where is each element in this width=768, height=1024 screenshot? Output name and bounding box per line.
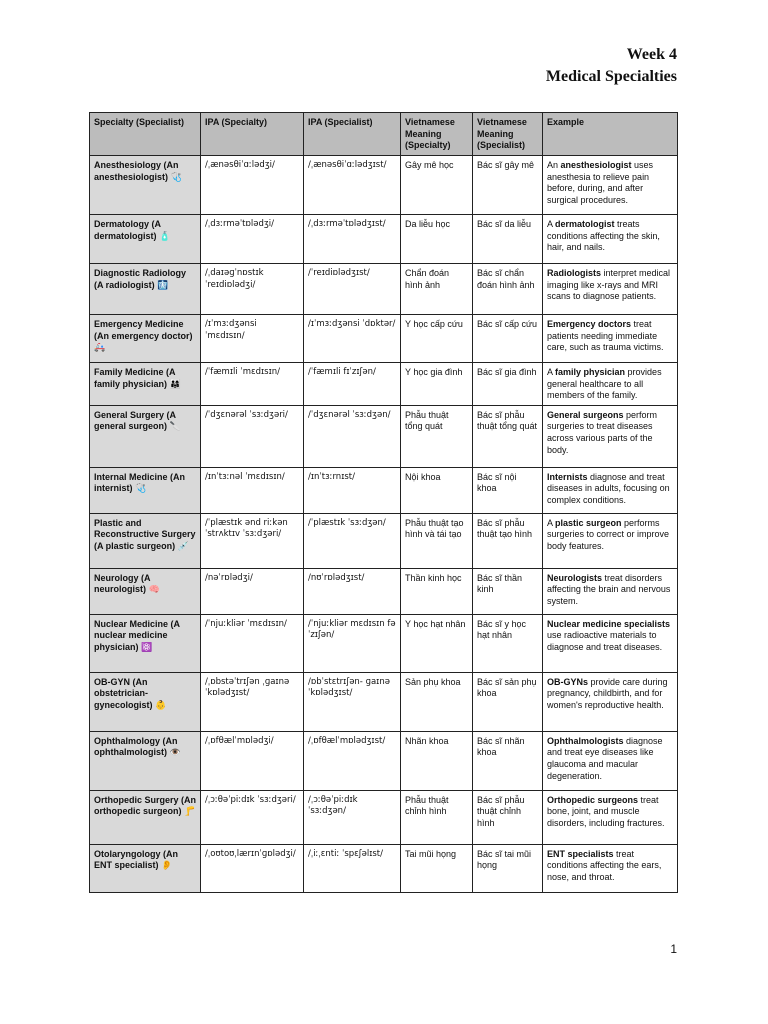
example-cell: [543, 844, 678, 892]
example-highlight: family physician: [555, 367, 626, 377]
example-highlight: Orthopedic surgeons: [547, 794, 639, 805]
ipa-specialist-cell: /ˈfæmɪli fɪˈzɪʃən/: [304, 363, 401, 406]
specialty-cell: [90, 215, 201, 264]
ipa-specialty-cell: /ˌɔːθəˈpiːdɪk ˈsɜːdʒəri/: [201, 790, 304, 844]
table-row: [90, 156, 678, 215]
specialty-name: Ophthalmology (An ophthalmologist): [94, 735, 178, 758]
specialty-emoji-icon: 🩻: [157, 279, 169, 290]
table-row: [90, 731, 678, 790]
ipa-specialist-cell: /ɪnˈtɜːrnɪst/: [304, 467, 401, 513]
example-rest: diagnose and treat eye diseases like glaucoma and macular degeneration.: [547, 735, 663, 781]
table-row: [90, 568, 678, 614]
specialty-emoji-icon: 🧠: [148, 584, 160, 595]
vietnamese-specialty-cell: Chẩn đoán hình ảnh: [401, 264, 473, 315]
example-highlight: anesthesiologist: [560, 160, 632, 170]
specialty-name: Plastic and Reconstructive Surgery (A plastic surgeon): [94, 517, 196, 551]
specialty-emoji-icon: 🩺: [135, 483, 147, 494]
column-header: Example: [543, 113, 678, 156]
ipa-specialty-cell: /ɪnˈtɜːnəl ˈmɛdɪsɪn/: [201, 467, 304, 513]
specialty-emoji-icon: 👨‍👩‍👧: [169, 378, 181, 389]
vietnamese-specialty-cell: Y học gia đình: [401, 363, 473, 406]
example-rest: treat conditions affecting the ears, nose, and throat.: [547, 848, 662, 882]
ipa-specialty-cell: /ˌɒbstəˈtrɪʃən ˌɡaɪnəˈkɒlədʒɪst/: [201, 672, 304, 731]
example-cell: [543, 405, 678, 467]
example-cell: [543, 513, 678, 568]
example-rest: treat patients needing immediate care, such as trauma victims.: [547, 319, 664, 353]
example-prefix: A: [547, 219, 556, 229]
specialty-emoji-icon: 💉: [177, 540, 189, 551]
table-row: [90, 790, 678, 844]
specialty-emoji-icon: 👶: [155, 699, 167, 710]
document-title: Medical Specialties: [545, 68, 677, 85]
ipa-specialist-cell: /ɒbˈstɛtrɪʃən- ɡaɪnəˈkɒlədʒɪst/: [304, 672, 401, 731]
example-cell: [543, 363, 678, 406]
vietnamese-specialist-cell: Bác sĩ da liễu: [473, 215, 543, 264]
week-label: Week 4: [626, 46, 677, 63]
example-highlight: Radiologists: [547, 268, 602, 278]
example-rest: provide care during pregnancy, childbirth, and for women's reproductive health.: [547, 676, 668, 710]
column-header: Vietnamese Meaning (Specialty): [401, 113, 473, 156]
specialties-table: [89, 112, 678, 893]
table-row: [90, 264, 678, 315]
specialty-cell: [90, 315, 201, 363]
vietnamese-specialist-cell: Bác sĩ sản phụ khoa: [473, 672, 543, 731]
specialty-cell: [90, 405, 201, 467]
vietnamese-specialist-cell: Bác sĩ cấp cứu: [473, 315, 543, 363]
example-prefix: A: [547, 517, 556, 528]
ipa-specialist-cell: /ˈdʒɛnərəl ˈsɜːdʒən/: [304, 405, 401, 467]
vietnamese-specialty-cell: Y học hạt nhân: [401, 614, 473, 672]
specialty-cell: [90, 790, 201, 844]
page-header: [546, 44, 677, 88]
specialty-name: Dermatology (A dermatologist): [94, 219, 161, 241]
specialty-name: Orthopedic Surgery (An orthopedic surgeon): [94, 794, 197, 817]
vietnamese-specialty-cell: Gây mê học: [401, 156, 473, 215]
vietnamese-specialty-cell: Y học cấp cứu: [401, 315, 473, 363]
example-highlight: OB-GYNs: [547, 676, 589, 687]
ipa-specialist-cell: /ˌɒfθælˈmɒlədʒɪst/: [304, 731, 401, 790]
example-cell: [543, 568, 678, 614]
table-header-row: [90, 113, 678, 156]
example-highlight: Internists: [547, 471, 588, 482]
page-number: 1: [670, 942, 677, 956]
specialty-emoji-icon: 🦵: [184, 806, 196, 817]
specialty-name: Nuclear Medicine (A nuclear medicine physician): [94, 618, 180, 652]
vietnamese-specialist-cell: Bác sĩ phẫu thuật tổng quát: [473, 405, 543, 467]
vietnamese-specialty-cell: Thần kinh học: [401, 568, 473, 614]
example-rest: treat bone, joint, and muscle disorders, including fractures.: [547, 794, 665, 828]
specialty-emoji-icon: 🚑: [94, 342, 106, 353]
example-prefix: A: [547, 367, 556, 377]
table-row: [90, 315, 678, 363]
example-cell: [543, 156, 678, 215]
example-rest: perform surgeries to treat diseases across various parts of the body.: [547, 409, 658, 455]
example-highlight: General surgeons: [547, 409, 624, 420]
vietnamese-specialty-cell: Nhãn khoa: [401, 731, 473, 790]
example-highlight: ENT specialists: [547, 848, 614, 859]
specialty-name: Anesthesiology (An anesthesiologist): [94, 160, 179, 182]
ipa-specialty-cell: /ˈplæstɪk ənd riːkənˈstrʌktɪv ˈsɜːdʒəri/: [201, 513, 304, 568]
vietnamese-specialty-cell: Da liễu học: [401, 215, 473, 264]
table-row: [90, 215, 678, 264]
example-cell: [543, 790, 678, 844]
specialty-cell: [90, 731, 201, 790]
ipa-specialist-cell: /ˌɔːθəˈpiːdɪk ˈsɜːdʒən/: [304, 790, 401, 844]
specialty-cell: [90, 672, 201, 731]
example-highlight: Nuclear medicine specialists: [547, 618, 671, 629]
table-row: [90, 614, 678, 672]
example-highlight: Ophthalmologists: [547, 735, 624, 746]
specialty-emoji-icon: ⚛️: [141, 641, 153, 652]
ipa-specialty-cell: /ˌoʊtoʊˌlærɪnˈɡɒlədʒi/: [201, 844, 304, 892]
vietnamese-specialist-cell: Bác sĩ gây mê: [473, 156, 543, 215]
example-cell: [543, 731, 678, 790]
ipa-specialty-cell: /ˌdɜːrməˈtɒlədʒi/: [201, 215, 304, 264]
specialty-cell: [90, 156, 201, 215]
example-cell: [543, 467, 678, 513]
specialty-name: Diagnostic Radiology (A radiologist): [94, 268, 187, 290]
specialty-cell: [90, 614, 201, 672]
table-row: [90, 363, 678, 406]
specialty-name: Emergency Medicine (An emergency doctor): [94, 319, 193, 341]
ipa-specialist-cell: /ˈnjuːkliər mɛdɪsɪn fəˈzɪʃən/: [304, 614, 401, 672]
ipa-specialty-cell: /ɪˈmɜːdʒənsi ˈmɛdɪsɪn/: [201, 315, 304, 363]
specialty-name: General Surgery (A general surgeon): [94, 409, 176, 432]
specialty-name: Internal Medicine (An internist): [94, 471, 186, 494]
column-header: IPA (Specialist): [304, 113, 401, 156]
example-highlight: dermatologist: [555, 219, 615, 229]
ipa-specialty-cell: /ˈnjuːkliər ˈmɛdɪsɪn/: [201, 614, 304, 672]
example-cell: [543, 614, 678, 672]
vietnamese-specialist-cell: Bác sĩ phẫu thuật chỉnh hình: [473, 790, 543, 844]
table-row: [90, 844, 678, 892]
specialty-emoji-icon: 🔪: [169, 421, 181, 432]
example-rest: use radioactive materials to diagnose and treat diseases.: [547, 630, 663, 652]
vietnamese-specialty-cell: Nội khoa: [401, 467, 473, 513]
table-row: [90, 513, 678, 568]
vietnamese-specialist-cell: Bác sĩ gia đình: [473, 363, 543, 406]
specialty-name: OB-GYN (An obstetrician-gynecologist): [94, 676, 153, 710]
example-cell: [543, 315, 678, 363]
table-row: [90, 672, 678, 731]
ipa-specialist-cell: /ˌiːˌɛntiː ˈspɛʃəlɪst/: [304, 844, 401, 892]
example-cell: [543, 215, 678, 264]
example-cell: [543, 672, 678, 731]
example-rest: uses anesthesia to relieve pain before, during, and after surgical procedures.: [547, 160, 654, 205]
specialty-cell: [90, 844, 201, 892]
table-row: [90, 467, 678, 513]
ipa-specialist-cell: /ˈplæstɪk ˈsɜːdʒən/: [304, 513, 401, 568]
vietnamese-specialty-cell: Phẫu thuật tạo hình và tái tạo: [401, 513, 473, 568]
ipa-specialist-cell: /ˈreɪdiɒlədʒɪst/: [304, 264, 401, 315]
ipa-specialty-cell: /ˌdaɪəɡˈnɒstɪk ˈreɪdiɒlədʒi/: [201, 264, 304, 315]
ipa-specialty-cell: /ˌɒfθælˈmɒlədʒi/: [201, 731, 304, 790]
example-rest: treat disorders affecting the brain and nervous system.: [547, 572, 671, 606]
specialty-name: Neurology (A neurologist): [94, 572, 151, 595]
column-header: Specialty (Specialist): [90, 113, 201, 156]
example-rest: interpret medical imaging like x-rays and MRI scans to diagnose patients.: [547, 268, 671, 302]
vietnamese-specialist-cell: Bác sĩ tai mũi họng: [473, 844, 543, 892]
example-cell: [543, 264, 678, 315]
specialty-emoji-icon: 🩺: [170, 171, 182, 182]
example-rest: diagnose and treat diseases in adults, focusing on complex conditions.: [547, 471, 670, 505]
ipa-specialist-cell: /ɪˈmɜːdʒənsi ˈdɒktər/: [304, 315, 401, 363]
example-highlight: Neurologists: [547, 572, 603, 583]
vietnamese-specialist-cell: Bác sĩ chẩn đoán hình ảnh: [473, 264, 543, 315]
example-prefix: An: [547, 160, 561, 170]
ipa-specialist-cell: /ˌdɜːrməˈtɒlədʒɪst/: [304, 215, 401, 264]
specialty-cell: [90, 467, 201, 513]
ipa-specialty-cell: /ˈfæmɪli ˈmɛdɪsɪn/: [201, 363, 304, 406]
vietnamese-specialist-cell: Bác sĩ nhãn khoa: [473, 731, 543, 790]
specialty-cell: [90, 568, 201, 614]
vietnamese-specialty-cell: Sản phụ khoa: [401, 672, 473, 731]
specialty-emoji-icon: 👁️: [169, 747, 181, 758]
vietnamese-specialist-cell: Bác sĩ y học hạt nhân: [473, 614, 543, 672]
ipa-specialty-cell: /ˈdʒɛnərəl ˈsɜːdʒəri/: [201, 405, 304, 467]
specialty-cell: [90, 264, 201, 315]
example-rest: treats conditions affecting the skin, hair, and nails.: [547, 219, 660, 253]
specialty-emoji-icon: 🧴: [159, 230, 171, 241]
table-row: [90, 405, 678, 467]
example-rest: performs surgeries to correct or improve body features.: [547, 517, 670, 551]
vietnamese-specialty-cell: Phẫu thuật tổng quát: [401, 405, 473, 467]
ipa-specialty-cell: /ˌænəsθiˈɑːlədʒi/: [201, 156, 304, 215]
ipa-specialty-cell: /nəˈrɒlədʒi/: [201, 568, 304, 614]
specialty-cell: [90, 513, 201, 568]
example-highlight: plastic surgeon: [555, 517, 622, 528]
vietnamese-specialty-cell: Tai mũi họng: [401, 844, 473, 892]
specialty-emoji-icon: 👂: [161, 860, 173, 871]
vietnamese-specialist-cell: Bác sĩ nội khoa: [473, 467, 543, 513]
example-highlight: Emergency doctors: [547, 319, 632, 329]
vietnamese-specialty-cell: Phẫu thuật chỉnh hình: [401, 790, 473, 844]
column-header: IPA (Specialty): [201, 113, 304, 156]
ipa-specialist-cell: /nʊˈrɒlədʒɪst/: [304, 568, 401, 614]
vietnamese-specialist-cell: Bác sĩ thần kinh: [473, 568, 543, 614]
specialty-name: Otolaryngology (An ENT specialist): [94, 848, 178, 871]
example-rest: provides general healthcare to all members of the family.: [547, 367, 662, 401]
specialty-cell: [90, 363, 201, 406]
vietnamese-specialist-cell: Bác sĩ phẫu thuật tạo hình: [473, 513, 543, 568]
column-header: Vietnamese Meaning (Specialist): [473, 113, 543, 156]
table-body: [90, 156, 678, 893]
specialty-name: Family Medicine (A family physician): [94, 367, 176, 389]
ipa-specialist-cell: /ˌænəsθiˈɑːlədʒɪst/: [304, 156, 401, 215]
